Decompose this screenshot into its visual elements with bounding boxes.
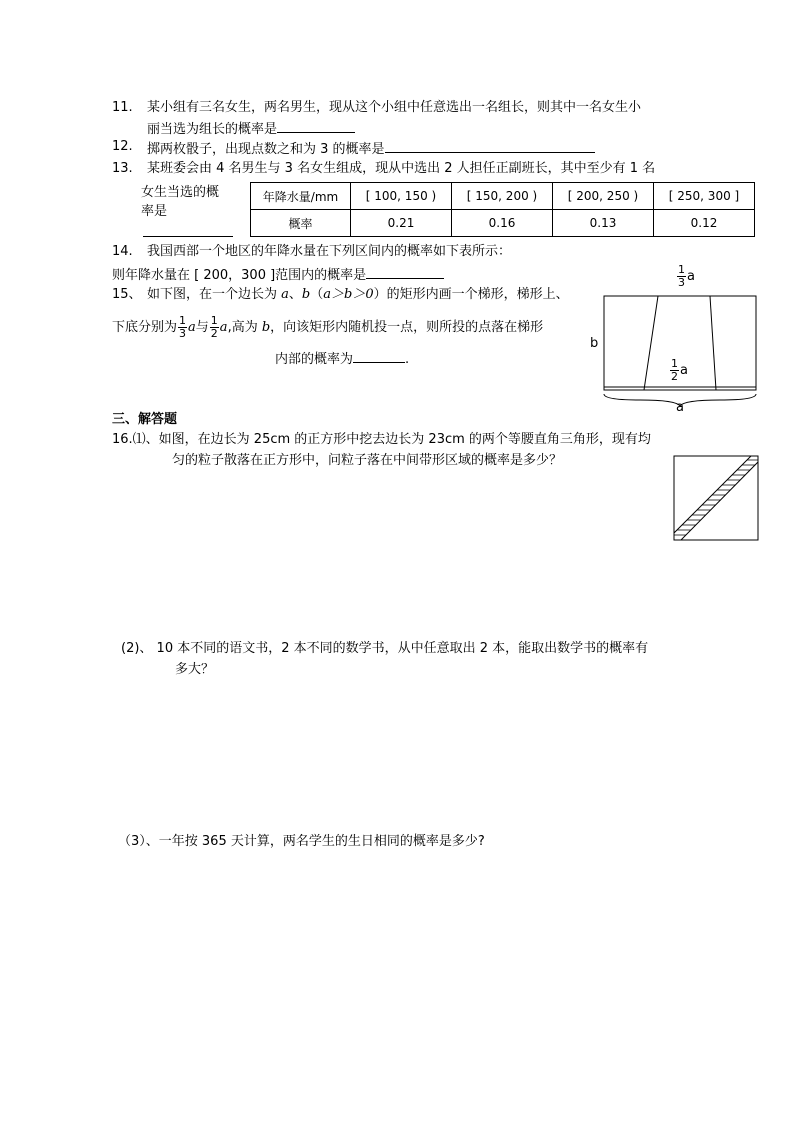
q13-line3: 率是 [141,204,168,219]
rainfall-value-cell: 0.13 [553,210,654,237]
q12-text: 掷两枚骰子，出现点数之和为 3 的概率是 [147,138,595,159]
q12-answer-blank [385,138,595,153]
q11-number: 11. [112,100,133,115]
q11-line1: 某小组有三名女生，两名男生，现从这个小组中任意选出一名组长，则其中一名女生小 [147,100,642,115]
rainfall-header-cell: [ 100, 150 ) [351,183,452,210]
rainfall-header-cell: [ 200, 250 ) [553,183,654,210]
rainfall-table-header-row [251,183,755,210]
q16-part1-line1: 16.⑴、如图，在边长为 25cm 的正方形中挖去边长为 23cm 的两个等腰直角三角形，现有均 [112,432,651,447]
q15-answer-blank [353,348,405,363]
q14-line2: 则年降水量在 [ 200，300 ]范围内的概率是 [112,264,444,285]
q16-part3-line1: （3）、一年按 365 天计算，两名学生的生日相同的概率是多少? [118,834,485,849]
q13-answer-blank [143,222,233,237]
rainfall-value-cell: 0.16 [452,210,553,237]
rainfall-header-cell: [ 250, 300 ] [654,183,755,210]
q13-line1: 某班委会由 4 名男生与 3 名女生组成，现从中选出 2 人担任正副班长，其中至少有 1 名 [147,161,656,176]
trap-side-label: b [590,336,599,351]
rainfall-value-cell: 0.21 [351,210,452,237]
trapezoid-right-leg [710,296,716,390]
trap-top-label: $\frac{1}{3}$ a [678,263,695,289]
q14-line1: 我国西部一个地区的年降水量在下列区间内的概率如下表所示： [147,244,512,259]
q13-line2: 女生当选的概 [141,185,220,200]
q15-line2: 下底分别为 $\frac{1}{3}$ a与 $\frac{1}{2}$ a,高为 b，向该矩形内随机投一点，则所投的点落在梯形 [112,314,544,340]
q11-line2: 丽当选为组长的概率是 [147,118,355,139]
q12-number: 12. [112,139,133,154]
square-outline [674,456,758,540]
q16-part2-line1: (2)、 10 本不同的语文书，2 本不同的数学书，从中任意取出 2 本，能取出数学书的概率有 [121,641,649,656]
trapezoid-left-leg [644,296,658,390]
rainfall-row-label: 概率 [251,210,351,237]
q14-answer-blank [366,264,444,279]
rainfall-table [250,182,755,237]
shaded-square-figure [673,455,759,543]
q16-part2-line2: 多大？ [175,662,215,677]
fraction-one-half: $\frac{1}{2}$ [210,314,218,340]
band-outline [674,456,758,540]
fraction-one-third: $\frac{1}{3}$ [179,314,187,340]
rainfall-header-cell: [ 150, 200 ) [452,183,553,210]
q11-answer-blank [277,118,355,133]
trap-inner-label: $\frac{1}{2}$ a [671,357,688,383]
q15-number: 15、 [112,287,142,302]
q15-line3: 内部的概率为 . [275,348,409,369]
rainfall-value-cell: 0.12 [654,210,755,237]
trapezoid-figure [596,292,764,416]
q13-number: 13. [112,161,133,176]
rainfall-header-label: 年降水量/mm [251,183,351,210]
trap-bottom-label: a [676,400,684,415]
band-hatching [673,460,759,535]
q14-number: 14. [112,244,133,259]
q16-part1-line2: 匀的粒子散落在正方形中，问粒子落在中间带形区域的概率是多少？ [172,453,563,468]
q15-line1: 如下图，在一个边长为 a、b（a＞b＞0）的矩形内画一个梯形，梯形上、 [147,287,569,302]
rainfall-table-value-row [251,210,755,237]
section-title: 三、解答题 [112,412,178,427]
